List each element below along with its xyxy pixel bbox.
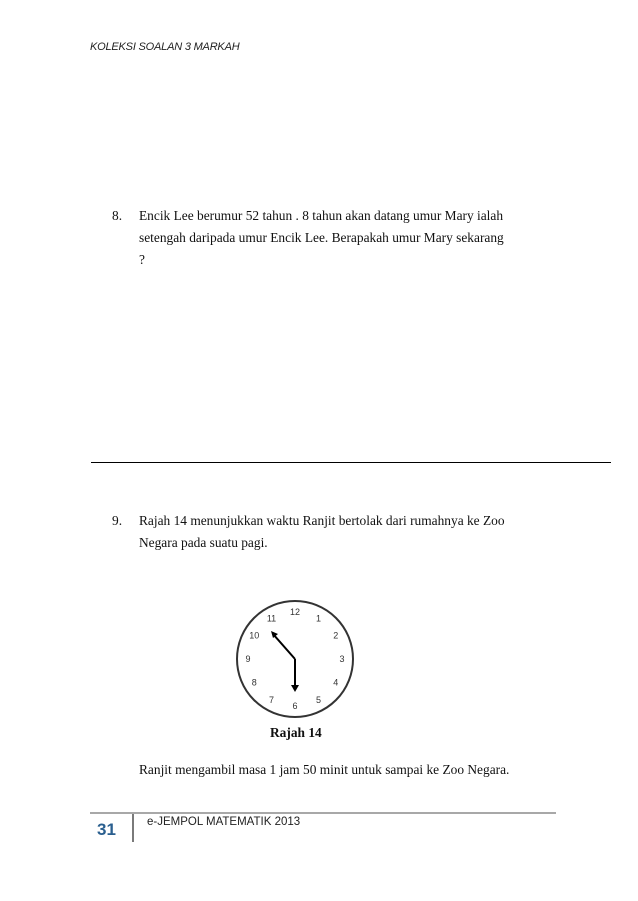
question-number: 9. (112, 513, 123, 528)
footer-separator (132, 814, 134, 842)
question-text (139, 205, 504, 271)
clock-numeral: 7 (268, 694, 275, 705)
clock-numeral: 10 (249, 630, 260, 641)
clock-numeral: 9 (245, 654, 251, 665)
question-number: 8. (112, 208, 123, 223)
question-continuation-text: Ranjit mengambil masa 1 jam 50 minit untuk sampai ke Zoo Negara. (139, 762, 510, 777)
section-divider (91, 462, 611, 463)
clock-numeral: 12 (289, 607, 301, 618)
clock-numeral: 5 (315, 694, 322, 705)
clock-figure (232, 598, 358, 720)
question-line: Negara pada suatu pagi. (139, 535, 268, 550)
page-number: 31 (97, 820, 116, 839)
clock-numeral: 8 (251, 677, 257, 688)
footer-rule (90, 812, 556, 814)
footer-text: e-JEMPOL MATEMATIK 2013 (147, 816, 301, 828)
clock-numeral: 2 (333, 630, 339, 641)
figure-caption: Rajah 14 (270, 725, 322, 740)
clock-numeral: 1 (315, 613, 322, 624)
question-line: setengah daripada umur Encik Lee. Berapakah umur Mary sekarang (139, 230, 504, 245)
clock-numeral: 3 (339, 654, 345, 665)
question-line: ? (139, 252, 145, 267)
question-text (139, 510, 505, 554)
question-line: Encik Lee berumur 52 tahun . 8 tahun akan datang umur Mary ialah (139, 208, 504, 223)
question-line: Rajah 14 menunjukkan waktu Ranjit bertolak dari rumahnya ke Zoo (139, 513, 505, 528)
clock-numeral: 6 (292, 701, 298, 712)
page-header-title: KOLEKSI SOALAN 3 MARKAH (90, 41, 240, 53)
clock-numeral: 4 (333, 677, 339, 688)
clock-numeral: 11 (266, 613, 277, 624)
